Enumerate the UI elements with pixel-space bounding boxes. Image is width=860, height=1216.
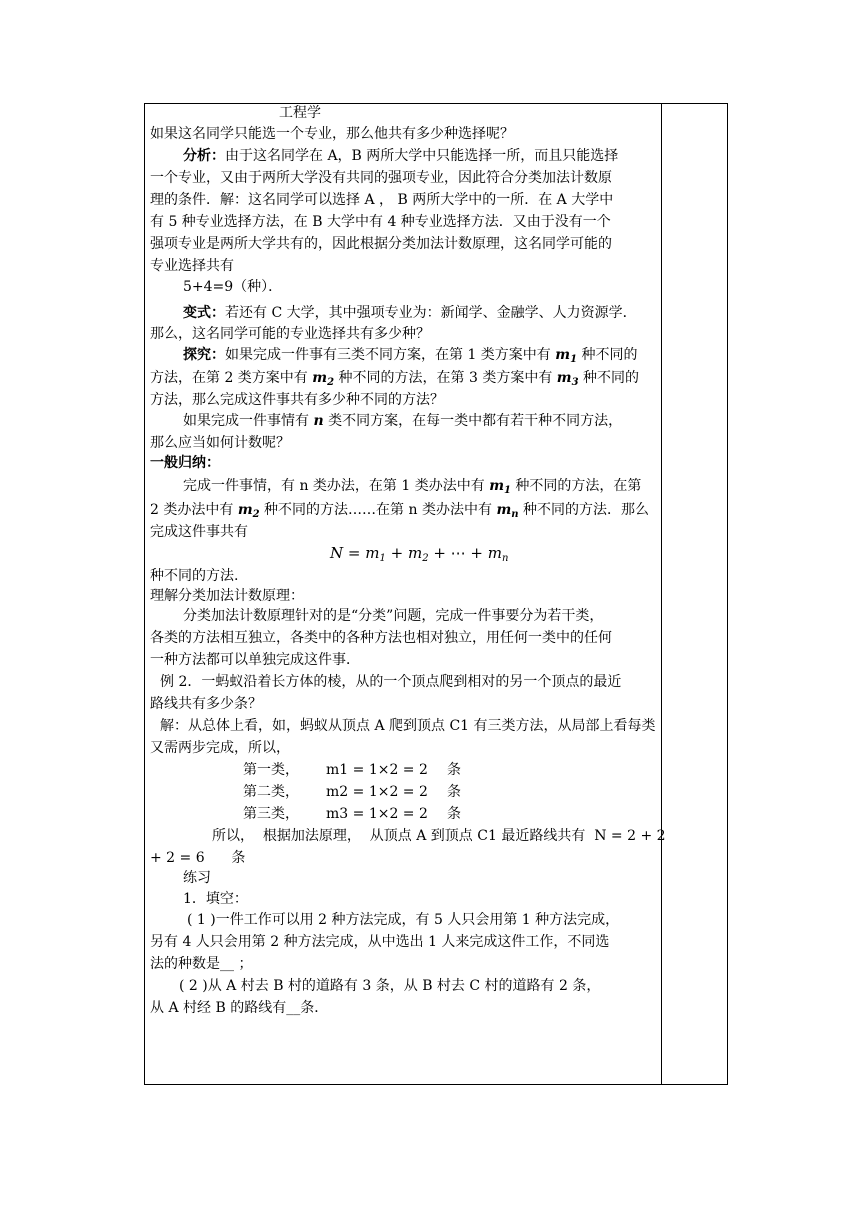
- text-line: 有 5 种专业选择方法，在 B 大学中有 4 种专业选择方法．又由于没有一个: [150, 214, 611, 230]
- text-line: 另有 4 人只会用第 2 种方法完成，从中选出 1 人来完成这件工作，不同选: [150, 934, 610, 950]
- text-line: 变式：若还有 C 大学，其中强项专业为：新闻学、金融学、人力资源学．: [183, 305, 637, 321]
- text-line: 法的种数是__ ；: [150, 956, 253, 972]
- text-line: 路线共有多少条？: [150, 696, 262, 712]
- case-unit: 条: [447, 806, 461, 822]
- case-label: 第一类，: [243, 762, 299, 778]
- text-line: 理的条件．解：这名同学可以选择 A ， B 两所大学中的一所．在 A 大学中: [150, 192, 614, 208]
- text-line: 探究：如果完成一件事有三类不同方案，在第 1 类方案中有 $m_1$ 种不同的: [183, 347, 638, 365]
- text-line: 解：从总体上看，如，蚂蚁从顶点 A 爬到顶点 C1 有三类方法，从局部上看每类: [160, 718, 656, 734]
- text-line: 完成这件事共有: [150, 524, 248, 540]
- heading-general-induction: 一般归纳：: [150, 455, 220, 471]
- text-line: + 2 = 6 条: [150, 850, 246, 866]
- label-explore: 探究：: [183, 347, 225, 363]
- text-line: 1．填空：: [183, 891, 248, 907]
- case-label: 第二类，: [243, 784, 299, 800]
- text-line: 分析：由于这名同学在 A，B 两所大学中只能选择一所，而且只能选择: [183, 148, 619, 164]
- case-unit: 条: [447, 784, 461, 800]
- case-formula: m2 = 1×2 = 2: [326, 784, 428, 800]
- text-line: 如果这名同学只能选一个专业，那么他共有多少种选择呢？: [150, 126, 514, 142]
- text-line: 完成一件事情，有 n 类办法，在第 1 类办法中有 $m_1$ 种不同的方法，在第: [183, 478, 642, 496]
- text-line: 种不同的方法.: [150, 568, 239, 584]
- text-line: 那么应当如何计数呢？: [150, 435, 290, 451]
- case-unit: 条: [447, 762, 461, 778]
- text-line: ( 2 )从 A 村去 B 村的道路有 3 条，从 B 村去 C 村的道路有 2 条，: [179, 978, 601, 994]
- text-line: 又需两步完成，所以，: [150, 740, 290, 756]
- text-line: 理解分类加法计数原理：: [150, 588, 304, 604]
- text-line: 分类加法计数原理针对的是“分类”问题，完成一件事要分为若干类，: [183, 608, 604, 624]
- table-column-divider: [661, 103, 662, 1085]
- text-line: 方法，在第 2 类方案中有 $m_2$ 种不同的方法，在第 3 类方案中有 $m_3$ 种不同的: [150, 370, 640, 388]
- text-line: 所以， 根据加法原理， 从顶点 A 到顶点 C1 最近路线共有 N = 2 + 2: [212, 828, 666, 844]
- case-label: 第三类，: [243, 806, 299, 822]
- text-line: 方法，那么完成这件事共有多少种不同的方法？: [150, 392, 444, 408]
- text-line: 一种方法都可以单独完成这件事．: [150, 652, 360, 668]
- label-variant: 变式：: [183, 305, 225, 321]
- text-line: 5+4=9（种）．: [183, 279, 283, 295]
- text-line: 2 类办法中有 $m_2$ 种不同的方法……在第 n 类办法中有 $m_n$ 种不同的方法．那么: [150, 502, 649, 520]
- heading-practice: 练习: [183, 870, 211, 886]
- case-formula: m3 = 1×2 = 2: [326, 806, 428, 822]
- text-line: 各类的方法相互独立，各类中的各种方法也相对独立，用任何一类中的任何: [150, 630, 612, 646]
- text-line: ( 1 )一件工作可以用 2 种方法完成，有 5 人只会用第 1 种方法完成，: [187, 912, 620, 928]
- text-line: 那么，这名同学可能的专业选择共有多少种？: [150, 326, 430, 342]
- case-formula: m1 = 1×2 = 2: [326, 762, 428, 778]
- text-line: 强项专业是两所大学共有的，因此根据分类加法计数原理，这名同学可能的: [150, 236, 612, 252]
- text-line: 一个专业，又由于两所大学没有共同的强项专业，因此符合分类加法计数原: [150, 170, 612, 186]
- text-line: 例 2．一蚂蚁沿着长方体的棱，从的一个顶点爬到相对的另一个顶点的最近: [160, 674, 622, 690]
- sum-formula: $N = m_1 + m_2$ + ⋯ + $m_n$: [330, 544, 509, 564]
- text-line: 工程学: [279, 105, 321, 121]
- text-line: 从 A 村经 B 的路线有__条．: [150, 1000, 329, 1016]
- text-line: 专业选择共有: [150, 258, 234, 274]
- text-line: 如果完成一件事情有 n 类不同方案，在每一类中都有若干种不同方法，: [183, 413, 623, 429]
- label-analysis: 分析：: [183, 148, 225, 164]
